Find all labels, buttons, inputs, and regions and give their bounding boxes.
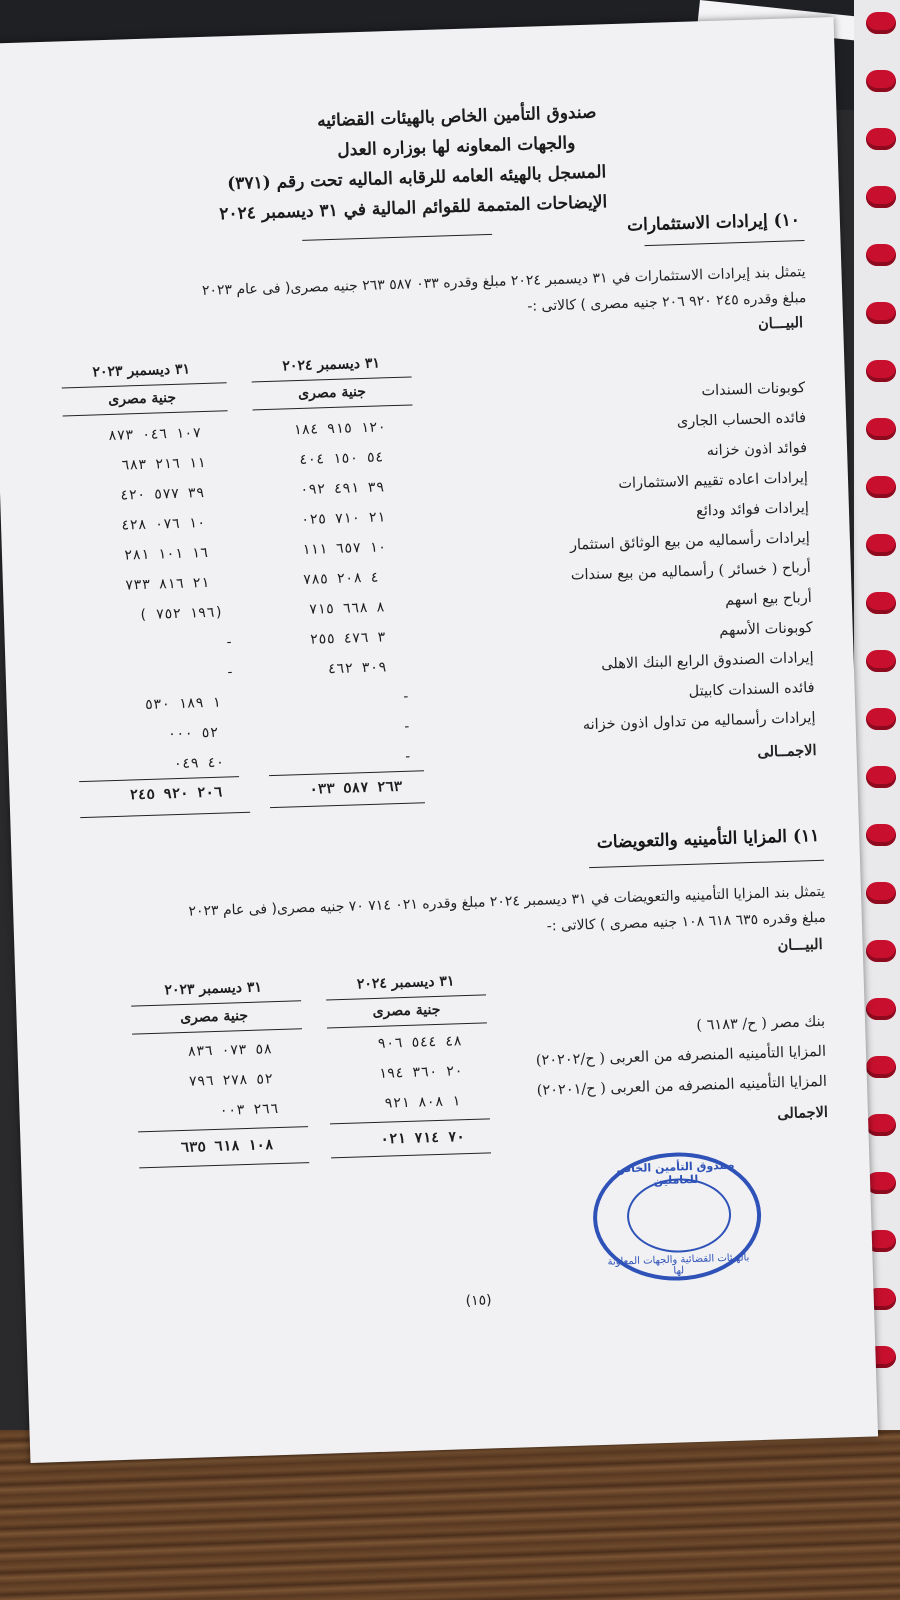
table-row-label: المزايا التأمينيه المنصرفه من العربى ( ح/٢٠٢٠٢) (535, 1043, 827, 1069)
value-2023: ٥٢ ٢٧٨ ٧٩٦ (188, 1071, 274, 1090)
value-2024: ١ ٨٠٨ ٩٢١ (384, 1093, 461, 1112)
s11-col-2023-rule (131, 1000, 301, 1006)
s11-col-2024-rule (326, 994, 486, 1000)
binder-ring (866, 12, 896, 34)
table-row-label: فائده الحساب الجارى (676, 410, 807, 431)
value-2023: ( ١٩٦ ٧٥٢) (138, 604, 224, 624)
section-10-paragraph-line-2: مبلغ وقدره ٢٤٥ ٩٢٠ ٢٠٦ جنيه مصرى ) كالاتى :- (527, 290, 807, 315)
binder-ring (866, 360, 896, 382)
value-2024: ٢٠ ٣٦٠ ١٩٤ (378, 1063, 463, 1082)
s11-col-2023-currency: جنية مصرى (179, 1007, 249, 1027)
binder-ring (866, 1114, 896, 1136)
value-2023: - (225, 664, 235, 681)
value-2023: ٥٢ ٠٠٠ (167, 724, 219, 743)
value-2023: ٢١ ٨١٦ ٧٣٣ (124, 574, 210, 594)
value-2023: ٥٨ ٠٧٣ ٨٣٦ (187, 1041, 273, 1060)
s11-col-2024-date: ٣١ ديسمبر ٢٠٢٤ (356, 973, 455, 993)
table-row-label: كوبونات الأسهم (719, 619, 813, 639)
s11-total-rule (330, 1118, 490, 1124)
stamp-top-text: صندوق التأمين الخاص للعاملين (616, 1158, 735, 1188)
col-2023-rule (62, 382, 227, 388)
value-2024: ١٢٠ ٩١٥ ١٨٤ (292, 419, 387, 439)
section-10-paragraph-line-1: يتمثل بند إيرادات الاستثمارات في ٣١ ديسمبر ٢٠٢٤ مبلغ وقدره ٠٣٣ ٥٨٧ ٢٦٣ جنيه مصرى( فى عام ٢٠٢٣ (201, 264, 806, 299)
total-rule (269, 770, 424, 776)
table-row-label: بنك مصر ( ح/ ٦١٨٣ ) (696, 1013, 826, 1034)
total-double-rule (80, 812, 250, 818)
section-11-paragraph-line-1: يتمثل بند المزايا التأمينيه والتعويضات في ٣١ ديسمبر ٢٠٢٤ مبلغ وقدره ٠٢١ ٧١٤ ٧٠ جنيه مصرى( فى عام ٢٠٢٣ (188, 883, 826, 920)
s11-col-2023-rule (132, 1028, 302, 1034)
value-2024: - (402, 718, 412, 735)
section-11-title: ١١) المزايا التأمينيه والتعويضات (596, 825, 820, 853)
section-10-title: ١٠) إيرادات الاستثمارات (626, 210, 801, 236)
s11-total-double-rule (139, 1162, 309, 1168)
table-row-label: المزايا التأمينيه المنصرفه من العربى ( ح/٢٠٢٠١) (536, 1073, 828, 1099)
value-2024: ٢١ ٧١٠ ٠٢٥ (300, 509, 386, 529)
section-11-underline (589, 860, 824, 868)
value-2023: ٤٠ ٠٤٩ (173, 754, 225, 773)
table-row-label: إيرادات رأسماليه من تداول اذون خزانه (582, 709, 816, 734)
total-double-rule (270, 802, 425, 808)
value-2023: - (224, 634, 234, 651)
binder-ring (866, 244, 896, 266)
table-row-label: إيرادات اعاده تقييم الاستثمارات (618, 470, 809, 493)
section-11-total-2024: ٧٠ ٧١٤ ٠٢١ (380, 1129, 466, 1148)
stamp-bottom-text: بالهيئات القضائية والجهات المعاونة لها (607, 1252, 750, 1277)
header-underline (302, 234, 492, 241)
col-2023-date: ٣١ ديسمبر ٢٠٢٣ (92, 361, 191, 381)
value-2024: ١٠ ٦٥٧ ١١١ (301, 539, 387, 558)
binder-ring (866, 302, 896, 324)
binder-ring (866, 70, 896, 92)
value-2024: - (401, 688, 411, 705)
s11-col-2024-rule (327, 1022, 487, 1028)
section-10-total-2024: ٢٦٣ ٥٨٧ ٠٣٣ (309, 778, 403, 798)
table-row-label: إيرادات الصندوق الرابع البنك الاهلى (601, 649, 814, 673)
scales-emblem-icon (626, 1177, 732, 1254)
s11-col-2024-currency: جنية مصرى (372, 1001, 441, 1020)
section-11-label-header: البيـــان (777, 935, 823, 955)
binder-ring (866, 1172, 896, 1194)
binder-ring (866, 186, 896, 208)
header-line-1: صندوق التأمين الخاص بالهيئات القضائيه (316, 102, 597, 132)
col-2024-rule (252, 376, 412, 382)
value-2024: ٨ ٦٦٨ ٧١٥ (308, 599, 385, 618)
header-line-3: المسجل بالهيئه العامه للرقابه الماليه تحت رقم (٣٧١) (226, 162, 607, 195)
binder-ring (866, 418, 896, 440)
value-2023: ١٠ ٠٧٦ ٤٢٨ (120, 515, 206, 534)
table-row-label: إيرادات رأسماليه من بيع الوثائق استثمار (569, 530, 811, 554)
value-2024: ٥٤ ١٥٠ ٤٠٤ (298, 449, 384, 469)
binder-ring (866, 1056, 896, 1078)
table-row-label: أرباح ( خسائر ) رأسماليه من بيع سندات (570, 560, 812, 584)
value-2024: ٣ ٤٧٦ ٢٥٥ (309, 629, 386, 648)
value-2023: ٣٩ ٥٧٧ ٤٢٠ (119, 485, 205, 504)
col-2023-currency: جنية مصرى (108, 389, 177, 408)
binder-ring (866, 940, 896, 962)
page-number: (١٥) (465, 1292, 492, 1310)
binder-ring (866, 534, 896, 556)
table-row-label: كوبونات السندات (701, 380, 806, 400)
value-2023: ٢٦٦ ٠٠٣ (219, 1101, 279, 1119)
document-page (0, 17, 878, 1463)
table-row-label: إيرادات فوائد ودائع (695, 500, 810, 520)
s11-total-double-rule (331, 1152, 491, 1158)
binder-ring (866, 592, 896, 614)
s11-total-rule (138, 1126, 308, 1132)
header-line-4: الإيضاحات المتممة للقوائم المالية في ٣١ ديسمبر ٢٠٢٤ (219, 192, 608, 225)
header-line-2: والجهات المعاونه لها بوزاره العدل (337, 133, 576, 161)
value-2023: ١٦ ١٠١ ٢٨١ (123, 544, 209, 564)
value-2024: ٣٩ ٤٩١ ٠٩٢ (299, 479, 385, 499)
binder-ring (866, 882, 896, 904)
section-10-label-header: البيـــان (757, 314, 804, 333)
section-10-total-2023: ٢٠٦ ٩٢٠ ٢٤٥ (129, 784, 223, 804)
official-stamp (591, 1150, 763, 1283)
total-rule (79, 776, 239, 782)
section-11-paragraph-line-2: مبلغ وقدره ٦٣٥ ٦١٨ ١٠٨ جنيه مصرى ) كالاتى :- (546, 909, 827, 935)
section-10-underline (645, 240, 805, 246)
section-11-total-2023: ١٠٨ ٦١٨ ٦٣٥ (180, 1137, 274, 1157)
value-2024: - (403, 748, 413, 765)
binder-ring (866, 708, 896, 730)
col-2024-currency: جنية مصرى (297, 383, 367, 403)
value-2024: ٤٨ ٥٤٤ ٩٠٦ (377, 1033, 463, 1052)
binder-ring (866, 824, 896, 846)
binder-ring (866, 128, 896, 150)
value-2023: ١٠٧ ٠٤٦ ٨٧٣ (108, 425, 202, 445)
binder-ring (866, 650, 896, 672)
section-11-total-label: الاجمالى (777, 1103, 829, 1123)
col-2024-date: ٣١ ديسمبر ٢٠٢٤ (282, 355, 381, 375)
value-2024: ٤ ٢٠٨ ٧٨٥ (302, 569, 380, 588)
binder-ring (866, 476, 896, 498)
value-2024: ٣٠٩ ٤٦٢ (327, 659, 387, 678)
binder-ring (866, 766, 896, 788)
table-row-label: فائده السندات كابيتل (688, 679, 815, 700)
col-2023-rule (63, 410, 228, 416)
value-2023: ١ ١٨٩ ٥٣٠ (144, 694, 221, 714)
col-2024-rule (253, 404, 413, 410)
table-row-label: فوائد اذون خزانه (706, 440, 808, 460)
table-row-label: أرباح بيع اسهم (724, 590, 812, 609)
value-2023: ١١ ٢١٦ ٦٨٣ (120, 454, 206, 474)
s11-col-2023-date: ٣١ ديسمبر ٢٠٢٣ (164, 979, 263, 999)
section-10-total-label: الاجمــالى (757, 741, 817, 761)
binder-ring (866, 998, 896, 1020)
